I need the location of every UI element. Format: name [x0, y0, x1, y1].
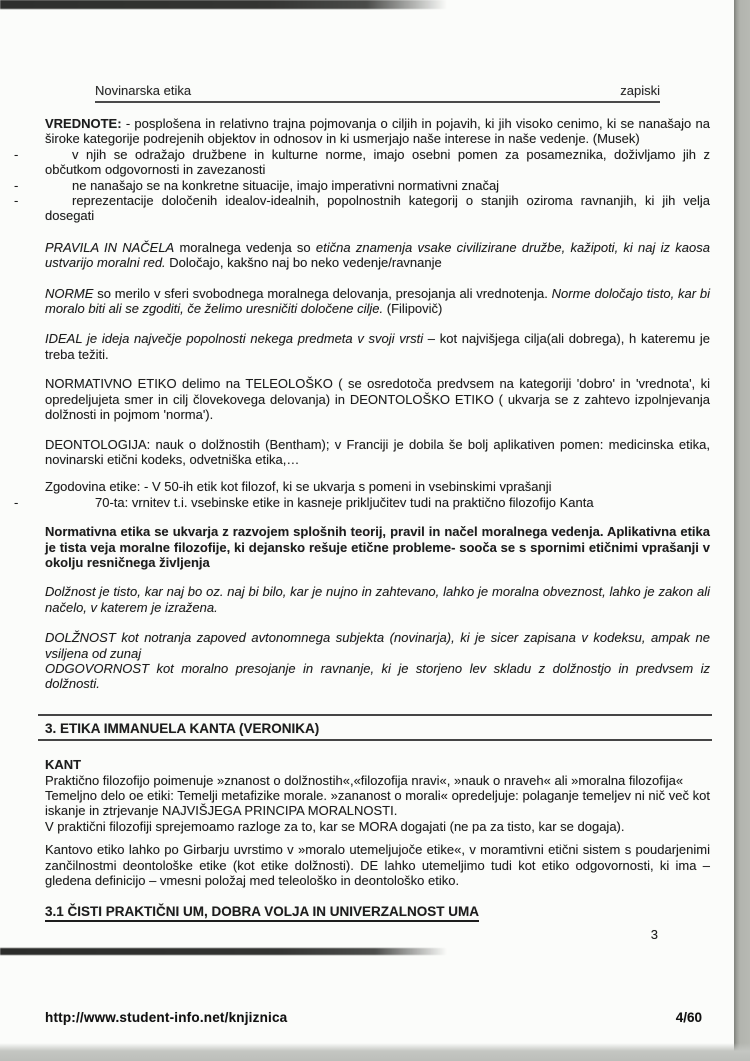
dash-bullet: -	[14, 177, 19, 193]
footer-source-url: http://www.student-info.net/knjiznica	[45, 1010, 288, 1025]
list-item-text: v njih se odražajo družbene in kulturne norme, imajo osebni pomen za posameznika, doživljamo jih z občutkom odgovornosti in zavezanosti	[45, 146, 710, 178]
scan-artifact-top-bar	[0, 0, 447, 9]
pravila-tail-text: Določajo, kakšno naj bo neko vedenje/ravnanje	[165, 255, 442, 271]
pravila-text: moralnega vedenja so	[174, 239, 316, 255]
list-item	[14, 177, 710, 193]
paragraph-kantovo: Kantovo etiko lahko po Girbarju uvrstimo v »moralo utemeljujoče etike«, v moramtivni etični sistem s poudarjenimi zančilnostmi deontološke etike (kot etike dolžnosti). DE lahko utemeljimo tudi kot etiko odgovornosti, ki ima – gledena definicijo – vmesni položaj med teleološko in deontološko etiko.	[45, 842, 710, 889]
paragraph-kant-1: Praktično filozofijo poimenuje »znanost o dolžnostih«,«filozofija nravi«, »nauk o nraveh« ali »moralna filozofija«	[45, 772, 684, 788]
norme-term: NORME	[45, 285, 94, 301]
paragraph-norme	[45, 286, 710, 317]
paragraph-zgodovina-line1: Zgodovina etike: - V 50-ih etik kot filozof, ki se ukvarja s pomeni in vsebinskimi vprašanji	[45, 479, 552, 495]
vrednote-text: - posplošena in relativno trajna pojmovanja o ciljih in pojavih, ki jih visoko cenimo, ki se nanašajo na široke kategorije podrejenih objektov in odnosov in ki usmerjajo naše interese in naše vedenje. (Musek)	[45, 116, 710, 147]
scan-edge-right	[734, 0, 750, 1061]
vrednote-term: VREDNOTE:	[45, 116, 122, 131]
paragraph-vrednote	[45, 116, 710, 147]
header-doc-type: zapiski	[620, 83, 660, 98]
paragraph-kant-3: V praktični filozofiji sprejemoamo razloge za to, kar se MORA dogajati (ne pa za tisto, kar se dogaja).	[45, 818, 625, 834]
scan-artifact-mid-bar	[0, 948, 447, 955]
page-number: 3	[650, 926, 658, 942]
paragraph-normativno: NORMATIVNO ETIKO delimo na TELEOLOŠKO ( se osredotoča predvsem na kategoriji 'dobro' in 'vrednota', ki opredeljujeta smer in cilj človekovega delovanja) in DEONTOLOŠKO ETIKO ( ukvarja se z zahtevo izpolnjevanja dolžnosti in pojmom 'norma').	[45, 376, 710, 423]
header-course-title: Novinarska etika	[95, 83, 192, 98]
pravila-italic-text: etična znamenja vsake civilizirane družbe, kažipoti, ki naj iz kaosa ustvarijo moralni red.	[45, 239, 710, 271]
footer-page-indicator: 4/60	[675, 1010, 702, 1025]
document-body	[14, 116, 710, 942]
kant-label: KANT	[45, 757, 82, 773]
norme-text: so merilo v sferi svobodnega moralnega delovanja, presojanja ali vrednotenja.	[93, 285, 552, 301]
list-item-text: ne nanašajo se na konkretne situacije, imajo imperativni normativni značaj	[72, 177, 500, 193]
list-item	[14, 494, 710, 510]
pravila-term: PRAVILA IN NAČELA	[45, 239, 175, 255]
paragraph-kant-2: Temeljno delo oe etiki: Temelji metafizike morale. »zananost o morali« opredeljuje: polaganje temeljev ni nič več kot iskanje in ztrjevanje NAJVIŠJEGA PRINCIPA MORALNOSTI.	[45, 788, 710, 819]
dash-bullet: -	[14, 146, 19, 162]
paragraph-ideal	[45, 331, 710, 362]
list-item	[14, 193, 710, 224]
scan-edge-bottom	[0, 1043, 750, 1061]
list-item	[14, 146, 710, 178]
ideal-text: – kot najvišjega cilja(ali dobrega), h kateremu je treba težiti.	[45, 331, 710, 362]
paragraph-zgodovina-line2: 70-ta: vrnitev t.i. vsebinske etike in kasneje priključitev tudi na praktično filozofijo Kanta	[95, 494, 594, 510]
paragraph-normativna-aplikativna: Normativna etika se ukvarja z razvojem splošnih teorij, pravil in načel moralnega vedenja. Aplikativna etika je tista veja moralne filozofije, ki dejansko rešuje etične probleme- sooča se s spornimi etičnimi vprašanji v okolju resničnega življenja	[45, 524, 710, 570]
dash-bullet: -	[14, 494, 19, 510]
list-item-text: reprezentacije določenih idealov-idealnih, popolnostnih kategorij o stanjih oziroma ravnanjih, ki jih velja dosegati	[45, 193, 710, 224]
paragraph-odgovornost: ODGOVORNOST kot moralno presojanje in ravnanje, ki je storjeno lev skladu z dolžnostjo in predvsem iz dolžnosti.	[45, 660, 710, 692]
paragraph-pravila	[45, 240, 710, 271]
section-heading-3-1	[45, 904, 710, 919]
norme-source: (Filipovič)	[383, 301, 443, 317]
section-heading-3-1-text: 3.1 ČISTI PRAKTIČNI UM, DOBRA VOLJA IN UNIVERZALNOST UMA	[45, 904, 479, 922]
norme-italic-text: Norme določajo tisto, kar bi moralo biti ali se zgoditi, če želimo uresničiti določene cilje.	[45, 285, 710, 317]
paragraph-deontologija: DEONTOLOGIJA: nauk o dolžnostih (Bentham); v Franciji je dobila še bolj aplikativen pomen: medicinska etika, novinarski etični kodeks, odvetniška etika,…	[45, 436, 710, 467]
ideal-term: IDEAL je ideja največje popolnosti nekega predmeta v svoji vrsti	[45, 331, 424, 347]
dash-bullet: -	[14, 193, 19, 209]
page-header	[95, 83, 660, 103]
section-heading-3: 3. ETIKA IMMANUELA KANTA (VERONIKA)	[38, 714, 712, 741]
paragraph-dolznost-kot: DOLŽNOST kot notranja zapoved avtonomnega subjekta (novinarja), ki je sicer zapisana v kodeksu, ampak ne vsiljena od zunaj	[45, 630, 710, 661]
paragraph-dolznost-definicija: Dolžnost je tisto, kar naj bo oz. naj bi bilo, kar je nujno in zahtevano, lahko je moralna obveznost, lahko je zakon ali načelo, v katerem je izražena.	[45, 584, 710, 615]
